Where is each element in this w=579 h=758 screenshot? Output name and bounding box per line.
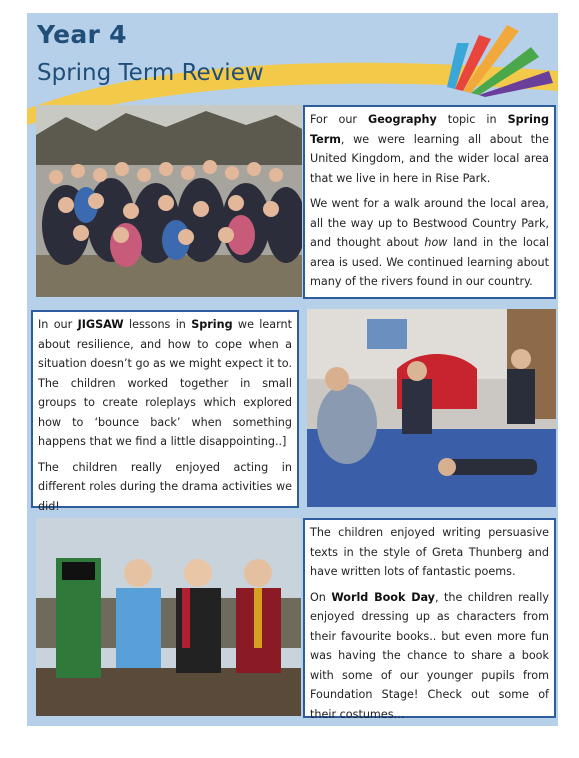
book-day-paragraph-2: On World Book Day, the children really enjoyed dressing up as characters from their favourite books.. but even more fun was having the chance to share a book with some of our younger pupils from Foundation Stage! Check out some of their costumes… <box>310 590 550 721</box>
jigsaw-paragraph-1: In our JIGSAW lessons in Spring we learnt about resilience, and how to cope when a situation doesn’t go as we might expect it to. The children worked together in small groups to create roleplays which explored how to ‘bounce back’ when something happens that we find a little disappointing..] <box>38 318 293 448</box>
book-day-paragraph-1: The children enjoyed writing persuasive texts in the style of Greta Thunberg and have written lots of fantastic poems. <box>310 526 549 578</box>
book-day-textbox <box>303 518 556 721</box>
term-review-heading: Spring Term Review <box>37 60 264 86</box>
classroom-drama-photo <box>307 309 556 507</box>
year-heading: Year 4 <box>37 20 127 49</box>
newsletter-page <box>27 13 558 726</box>
geography-textbox <box>303 105 556 299</box>
jigsaw-paragraph-2: The children really enjoyed acting in different roles during the drama activities we did! <box>38 460 292 513</box>
geography-paragraph-1: For our Geography topic in Spring Term, we were learning all about the United Kingdom, and the wider local area that we live in here in Rise Park. <box>310 113 549 185</box>
geography-paragraph-2: We went for a walk around the local area, all the way up to Bestwood Country Park, and thought about how land in the local area is used. We continued learning about many of the rivers found in our country. <box>310 197 549 288</box>
class-group-photo <box>36 105 302 297</box>
jigsaw-textbox <box>31 310 299 513</box>
world-book-day-photo <box>36 518 301 716</box>
